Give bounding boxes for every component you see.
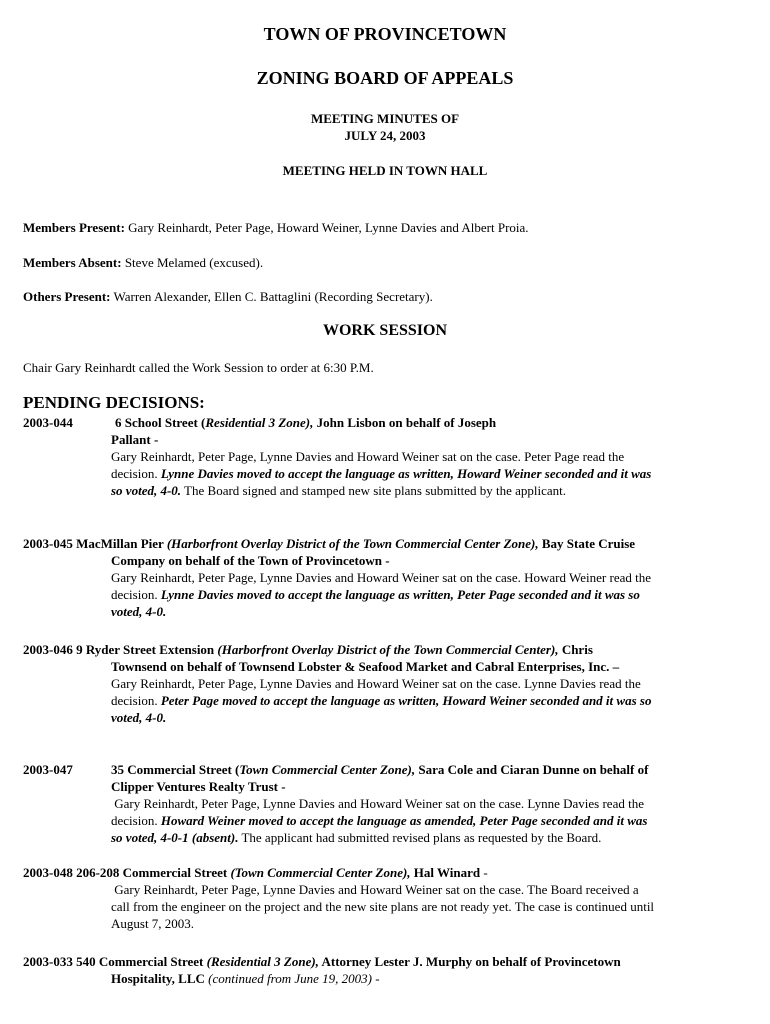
- work-session-heading: WORK SESSION: [322, 322, 448, 339]
- case-text-line: so voted, 4-0. The Board signed and stamped new site plans submitted by the applicant.: [111, 483, 567, 498]
- case-text-line: voted, 4-0.: [111, 710, 167, 725]
- case-2003-045: [23, 535, 748, 620]
- case-2003-048: [23, 864, 748, 932]
- case-body: [111, 761, 748, 846]
- work-session-text: Chair Gary Reinhardt called the Work Session to order at 6:30 P.M.: [23, 360, 374, 375]
- case-title-line: Clipper Ventures Realty Trust -: [111, 779, 286, 794]
- case-text-line: decision. Howard Weiner moved to accept the language as amended, Peter Page seconded and it was: [111, 813, 648, 828]
- members-present-label: Members Present:: [23, 220, 125, 235]
- case-2003-044: [23, 414, 748, 499]
- case-text-line: decision. Peter Page moved to accept the language as written, Howard Weiner seconded and it was so: [111, 693, 652, 708]
- case-text-line: August 7, 2003.: [111, 916, 195, 931]
- case-title-line: 6 School Street (Residential 3 Zone), John Lisbon on behalf of Joseph: [115, 415, 497, 430]
- case-title-line: 2003-045 MacMillan Pier (Harborfront Overlay District of the Town Commercial Center Zone), Bay State Cruise: [23, 536, 636, 551]
- members-absent: [23, 254, 748, 271]
- members-present-names: Gary Reinhardt, Peter Page, Howard Weiner, Lynne Davies and Albert Proia.: [124, 220, 529, 235]
- case-title-line: Company on behalf of the Town of Provincetown -: [111, 553, 390, 568]
- case-2003-046: [23, 641, 748, 726]
- town-title: TOWN OF PROVINCETOWN: [263, 24, 507, 44]
- others-present-label: Others Present:: [23, 289, 111, 304]
- case-body: [111, 414, 748, 499]
- case-text-line: decision. Lynne Davies moved to accept the language as written, Peter Page seconded and it was so: [111, 587, 640, 602]
- others-present-names: Warren Alexander, Ellen C. Battaglini (Recording Secretary).: [110, 289, 433, 304]
- members-present: [23, 219, 748, 236]
- case-number: 2003-044: [23, 415, 73, 430]
- case-title-line: 35 Commercial Street (Town Commercial Center Zone), Sara Cole and Ciaran Dunne on behalf of: [111, 762, 649, 777]
- case-title-line: 2003-033 540 Commercial Street (Residential 3 Zone), Attorney Lester J. Murphy on behalf of Provincetown: [23, 954, 621, 969]
- case-text-line: so voted, 4-0-1 (absent). The applicant had submitted revised plans as requested by the Board.: [111, 830, 602, 845]
- case-text-line: Gary Reinhardt, Peter Page, Lynne Davies and Howard Weiner sat on the case. Howard Weiner read the: [111, 570, 651, 585]
- minutes-date: JULY 24, 2003: [344, 128, 426, 143]
- case-text-line: voted, 4-0.: [111, 604, 167, 619]
- meeting-location: MEETING HELD IN TOWN HALL: [282, 163, 488, 178]
- case-text-line: Gary Reinhardt, Peter Page, Lynne Davies and Howard Weiner sat on the case. Peter Page read the: [111, 449, 625, 464]
- case-title-line: Hospitality, LLC (continued from June 19, 2003) -: [111, 971, 380, 986]
- board-title: ZONING BOARD OF APPEALS: [256, 68, 514, 88]
- case-title-line: 2003-046 9 Ryder Street Extension (Harborfront Overlay District of the Town Commercial Center), Chris: [23, 642, 593, 657]
- pending-decisions-heading: PENDING DECISIONS:: [23, 393, 205, 412]
- case-text-line: Gary Reinhardt, Peter Page, Lynne Davies and Howard Weiner sat on the case. Lynne Davies read the: [111, 796, 644, 811]
- case-text-line: Gary Reinhardt, Peter Page, Lynne Davies and Howard Weiner sat on the case. Lynne Davies read the: [111, 676, 641, 691]
- case-title-line: Pallant -: [111, 432, 159, 447]
- case-text-line: call from the engineer on the project and the new site plans are not ready yet. The case is continued until: [111, 899, 655, 914]
- case-title-line: Townsend on behalf of Townsend Lobster & Seafood Market and Cabral Enterprises, Inc. –: [111, 659, 620, 674]
- case-2003-033: [23, 953, 748, 987]
- case-title-line: 2003-048 206-208 Commercial Street (Town Commercial Center Zone), Hal Winard -: [23, 865, 488, 880]
- case-text-line: Gary Reinhardt, Peter Page, Lynne Davies and Howard Weiner sat on the case. The Board received a: [111, 882, 639, 897]
- minutes-heading: MEETING MINUTES OF: [310, 111, 460, 126]
- case-2003-047: [23, 761, 748, 846]
- case-number: 2003-047: [23, 762, 73, 777]
- members-absent-names: Steve Melamed (excused).: [121, 255, 264, 270]
- case-text-line: decision. Lynne Davies moved to accept the language as written, Howard Weiner seconded and it was: [111, 466, 652, 481]
- others-present: [23, 288, 748, 305]
- members-absent-label: Members Absent:: [23, 255, 122, 270]
